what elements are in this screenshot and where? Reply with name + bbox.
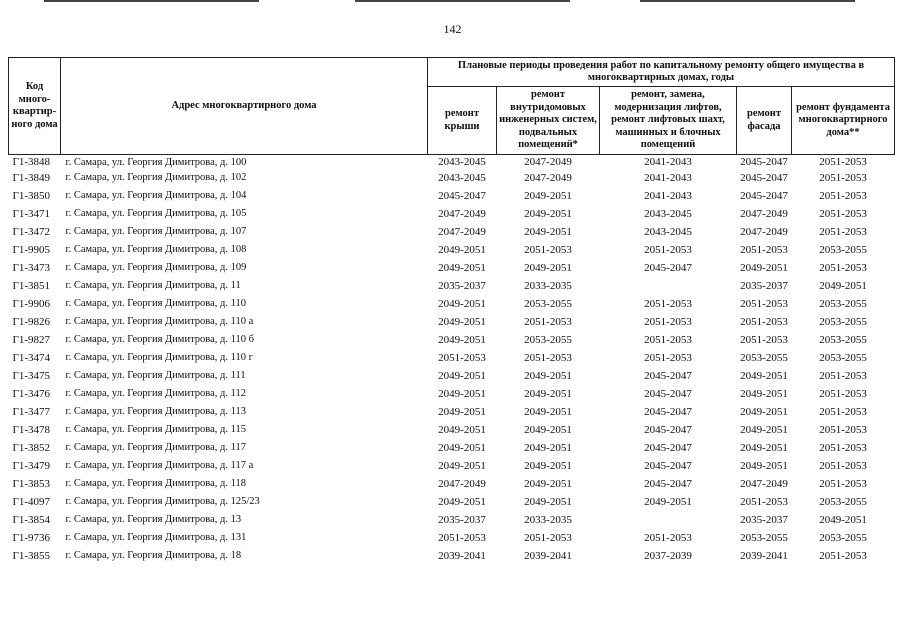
cell-roof: 2049-2051 [438, 424, 486, 436]
cell-elevators: 2041-2043 [644, 190, 692, 202]
cell-roof: 2049-2051 [438, 316, 486, 328]
cell-foundation: 2049-2051 [819, 280, 867, 292]
cell-foundation: 2051-2053 [819, 442, 867, 454]
capital-repair-schedule-table [8, 57, 895, 565]
cell-code: Г1-3849 [12, 172, 51, 184]
cell-systems: 2049-2051 [524, 190, 572, 202]
cell-systems: 2049-2051 [524, 370, 572, 382]
cell-roof: 2049-2051 [438, 496, 486, 508]
cell-facade: 2051-2053 [740, 298, 788, 310]
header-systems: ремонт внутридомовых инженерных систем, подвальных помещений* [497, 87, 600, 155]
cell-facade: 2053-2055 [740, 532, 788, 544]
cell-code: Г1-3851 [12, 280, 51, 292]
cell-foundation: 2053-2055 [819, 298, 867, 310]
cell-facade: 2051-2053 [740, 334, 788, 346]
cell-facade: 2049-2051 [740, 370, 788, 382]
table-row [9, 403, 895, 421]
cell-address: г. Самара, ул. Георгия Димитрова, д. 13 [65, 514, 242, 525]
cell-roof: 2039-2041 [438, 550, 486, 562]
cell-elevators: 2051-2053 [644, 316, 692, 328]
table-row [9, 493, 895, 511]
cell-code: Г1-3478 [12, 424, 51, 436]
cell-systems: 2049-2051 [524, 496, 572, 508]
cell-code: Г1-9906 [12, 298, 51, 310]
cell-foundation: 2053-2055 [819, 244, 867, 256]
cell-systems: 2049-2051 [524, 388, 572, 400]
cell-foundation: 2051-2053 [819, 424, 867, 436]
table-header [9, 58, 895, 155]
cell-code: Г1-9736 [12, 532, 51, 544]
cell-foundation: 2053-2055 [819, 316, 867, 328]
cell-address: г. Самара, ул. Георгия Димитрова, д. 113 [65, 406, 246, 417]
cell-foundation: 2051-2053 [819, 172, 867, 184]
cell-address: г. Самара, ул. Георгия Димитрова, д. 105 [65, 208, 247, 219]
cell-systems: 2033-2035 [524, 280, 572, 292]
cell-foundation: 2053-2055 [819, 334, 867, 346]
table-row [9, 529, 895, 547]
cell-systems: 2049-2051 [524, 478, 572, 490]
cell-address: г. Самара, ул. Георгия Димитрова, д. 107 [65, 226, 247, 237]
header-address: Адрес многоквартирного дома [61, 58, 428, 155]
top-edge-mark [355, 0, 570, 2]
cell-elevators: 2043-2045 [644, 208, 692, 220]
cell-systems: 2047-2049 [524, 172, 572, 184]
cell-foundation: 2051-2053 [819, 262, 867, 274]
table-row [9, 277, 895, 295]
cell-roof: 2045-2047 [438, 190, 486, 202]
cell-systems: 2051-2053 [524, 316, 572, 328]
cell-address: г. Самара, ул. Георгия Димитрова, д. 125/23 [65, 496, 260, 507]
cell-code: Г1-4097 [12, 496, 51, 508]
cell-roof: 2047-2049 [438, 478, 486, 490]
cell-code: Г1-3477 [12, 406, 51, 418]
cell-systems: 2039-2041 [524, 550, 572, 562]
cell-elevators: 2045-2047 [644, 442, 692, 454]
table-row [9, 439, 895, 457]
header-foundation: ремонт фундамента многоквартирного дома** [792, 87, 895, 155]
header-planned-periods: Плановые периоды проведения работ по капитальному ремонту общего имущества в многоквартирных домах, годы [428, 58, 895, 87]
cell-foundation: 2051-2053 [819, 550, 867, 562]
cell-foundation: 2053-2055 [819, 496, 867, 508]
cell-address: г. Самара, ул. Георгия Димитрова, д. 109 [65, 262, 247, 273]
cell-systems: 2051-2053 [524, 352, 572, 364]
cell-elevators: 2051-2053 [644, 244, 692, 256]
cell-code: Г1-3473 [12, 262, 51, 274]
cell-code: Г1-3850 [12, 190, 51, 202]
cell-roof: 2043-2045 [438, 155, 486, 168]
table-row [9, 457, 895, 475]
cell-elevators: 2051-2053 [644, 334, 692, 346]
header-code: Код много-квартир-ного дома [9, 58, 61, 155]
cell-systems: 2049-2051 [524, 406, 572, 418]
cell-facade: 2047-2049 [740, 208, 788, 220]
cell-address: г. Самара, ул. Георгия Димитрова, д. 115 [65, 424, 246, 435]
cell-roof: 2049-2051 [438, 388, 486, 400]
cell-elevators: 2045-2047 [644, 406, 692, 418]
cell-elevators: 2051-2053 [644, 352, 692, 364]
cell-systems: 2049-2051 [524, 208, 572, 220]
cell-elevators: 2041-2043 [644, 172, 692, 184]
cell-code: Г1-3853 [12, 478, 51, 490]
cell-roof: 2043-2045 [438, 172, 486, 184]
cell-elevators [600, 277, 737, 295]
cell-code: Г1-3854 [12, 514, 51, 526]
page-number: 142 [443, 22, 462, 36]
cell-facade: 2045-2047 [740, 172, 788, 184]
cell-foundation: 2051-2053 [819, 406, 867, 418]
cell-code: Г1-9905 [12, 244, 51, 256]
table-row [9, 367, 895, 385]
cell-address: г. Самара, ул. Георгия Димитрова, д. 131 [65, 532, 247, 543]
table-row [9, 511, 895, 529]
cell-address: г. Самара, ул. Георгия Димитрова, д. 110 б [65, 334, 254, 345]
cell-facade: 2049-2051 [740, 460, 788, 472]
cell-facade: 2047-2049 [740, 226, 788, 238]
cell-facade: 2045-2047 [740, 190, 788, 202]
table-row [9, 259, 895, 277]
table-row [9, 187, 895, 205]
cell-foundation: 2053-2055 [819, 532, 867, 544]
header-facade: ремонт фасада [737, 87, 792, 155]
table-row [9, 295, 895, 313]
cell-code: Г1-3855 [12, 550, 51, 562]
cell-address: г. Самара, ул. Георгия Димитрова, д. 117 а [65, 460, 254, 471]
cell-foundation: 2051-2053 [819, 226, 867, 238]
cell-address: г. Самара, ул. Георгия Димитрова, д. 11 [65, 280, 241, 291]
cell-elevators: 2045-2047 [644, 460, 692, 472]
header-elevators: ремонт, замена, модернизация лифтов, ремонт лифтовых шахт, машинных и блочных помещений [600, 87, 737, 155]
cell-facade: 2035-2037 [740, 280, 788, 292]
table-row [9, 155, 895, 170]
cell-address: г. Самара, ул. Георгия Димитрова, д. 118 [65, 478, 246, 489]
cell-systems: 2049-2051 [524, 442, 572, 454]
cell-elevators: 2045-2047 [644, 262, 692, 274]
cell-facade: 2035-2037 [740, 514, 788, 526]
cell-roof: 2051-2053 [438, 352, 486, 364]
cell-elevators: 2037-2039 [644, 550, 692, 562]
top-edge-mark [640, 0, 855, 2]
cell-roof: 2049-2051 [438, 442, 486, 454]
cell-address: г. Самара, ул. Георгия Димитрова, д. 100 [65, 156, 247, 168]
cell-facade: 2051-2053 [740, 316, 788, 328]
cell-code: Г1-9827 [12, 334, 51, 346]
cell-facade: 2045-2047 [740, 155, 788, 168]
cell-elevators: 2045-2047 [644, 478, 692, 490]
cell-facade: 2049-2051 [740, 388, 788, 400]
cell-roof: 2047-2049 [438, 208, 486, 220]
cell-address: г. Самара, ул. Георгия Димитрова, д. 108 [65, 244, 247, 255]
cell-systems: 2051-2053 [524, 532, 572, 544]
cell-roof: 2049-2051 [438, 334, 486, 346]
cell-facade: 2049-2051 [740, 424, 788, 436]
cell-roof: 2051-2053 [438, 532, 486, 544]
table-row [9, 385, 895, 403]
cell-foundation: 2051-2053 [819, 208, 867, 220]
cell-code: Г1-3476 [12, 388, 51, 400]
table-row [9, 547, 895, 565]
cell-elevators: 2041-2043 [644, 155, 692, 168]
cell-roof: 2035-2037 [438, 280, 486, 292]
cell-address: г. Самара, ул. Георгия Димитрова, д. 104 [65, 190, 247, 201]
cell-foundation: 2051-2053 [819, 478, 867, 490]
cell-address: г. Самара, ул. Георгия Димитрова, д. 110 [65, 298, 246, 309]
cell-foundation: 2051-2053 [819, 370, 867, 382]
cell-facade: 2039-2041 [740, 550, 788, 562]
cell-foundation: 2053-2055 [819, 352, 867, 364]
cell-address: г. Самара, ул. Георгия Димитрова, д. 102 [65, 172, 247, 183]
cell-facade: 2051-2053 [740, 496, 788, 508]
cell-address: г. Самара, ул. Георгия Димитрова, д. 110 г [65, 352, 253, 363]
cell-address: г. Самара, ул. Георгия Димитрова, д. 117 [65, 442, 246, 453]
table-row [9, 223, 895, 241]
table-row [9, 349, 895, 367]
cell-roof: 2049-2051 [438, 244, 486, 256]
cell-roof: 2049-2051 [438, 262, 486, 274]
header-roof: ремонт крыши [428, 87, 497, 155]
table-row [9, 421, 895, 439]
cell-facade: 2053-2055 [740, 352, 788, 364]
table-row [9, 475, 895, 493]
table-row [9, 313, 895, 331]
table-row [9, 169, 895, 187]
cell-code: Г1-3474 [12, 352, 51, 364]
cell-systems: 2049-2051 [524, 226, 572, 238]
cell-systems: 2051-2053 [524, 244, 572, 256]
cell-facade: 2049-2051 [740, 262, 788, 274]
cell-foundation: 2051-2053 [819, 460, 867, 472]
cell-roof: 2049-2051 [438, 460, 486, 472]
cell-roof: 2049-2051 [438, 406, 486, 418]
cell-foundation: 2051-2053 [819, 388, 867, 400]
cell-address: г. Самара, ул. Георгия Димитрова, д. 110 а [65, 316, 254, 327]
cell-address: г. Самара, ул. Георгия Димитрова, д. 111 [65, 370, 246, 381]
cell-systems: 2049-2051 [524, 262, 572, 274]
cell-elevators: 2043-2045 [644, 226, 692, 238]
cell-elevators: 2049-2051 [644, 496, 692, 508]
table-body [9, 155, 895, 566]
cell-systems: 2033-2035 [524, 514, 572, 526]
cell-facade: 2049-2051 [740, 406, 788, 418]
cell-code: Г1-3479 [12, 460, 51, 472]
cell-elevators: 2051-2053 [644, 532, 692, 544]
cell-roof: 2047-2049 [438, 226, 486, 238]
table-row [9, 331, 895, 349]
cell-code: Г1-3471 [12, 208, 51, 220]
table-row [9, 241, 895, 259]
cell-facade: 2049-2051 [740, 442, 788, 454]
cell-facade: 2051-2053 [740, 244, 788, 256]
cell-foundation: 2051-2053 [819, 190, 867, 202]
cell-code: Г1-3848 [12, 155, 51, 168]
cell-roof: 2049-2051 [438, 370, 486, 382]
top-edge-mark [44, 0, 259, 2]
cell-systems: 2053-2055 [524, 298, 572, 310]
cell-roof: 2035-2037 [438, 514, 486, 526]
cell-systems: 2049-2051 [524, 424, 572, 436]
cell-systems: 2053-2055 [524, 334, 572, 346]
cell-elevators: 2051-2053 [644, 298, 692, 310]
cell-address: г. Самара, ул. Георгия Димитрова, д. 112 [65, 388, 246, 399]
cell-code: Г1-3852 [12, 442, 51, 454]
cell-facade: 2047-2049 [740, 478, 788, 490]
cell-foundation: 2051-2053 [819, 155, 867, 168]
cell-code: Г1-9826 [12, 316, 51, 328]
cell-systems: 2049-2051 [524, 460, 572, 472]
cell-foundation: 2049-2051 [819, 514, 867, 526]
cell-elevators [600, 511, 737, 529]
table-row [9, 205, 895, 223]
cell-roof: 2049-2051 [438, 298, 486, 310]
cell-elevators: 2045-2047 [644, 388, 692, 400]
cell-systems: 2047-2049 [524, 155, 572, 168]
cell-code: Г1-3472 [12, 226, 51, 238]
cell-address: г. Самара, ул. Георгия Димитрова, д. 18 [65, 550, 242, 561]
cell-code: Г1-3475 [12, 370, 51, 382]
cell-elevators: 2045-2047 [644, 370, 692, 382]
cell-elevators: 2045-2047 [644, 424, 692, 436]
